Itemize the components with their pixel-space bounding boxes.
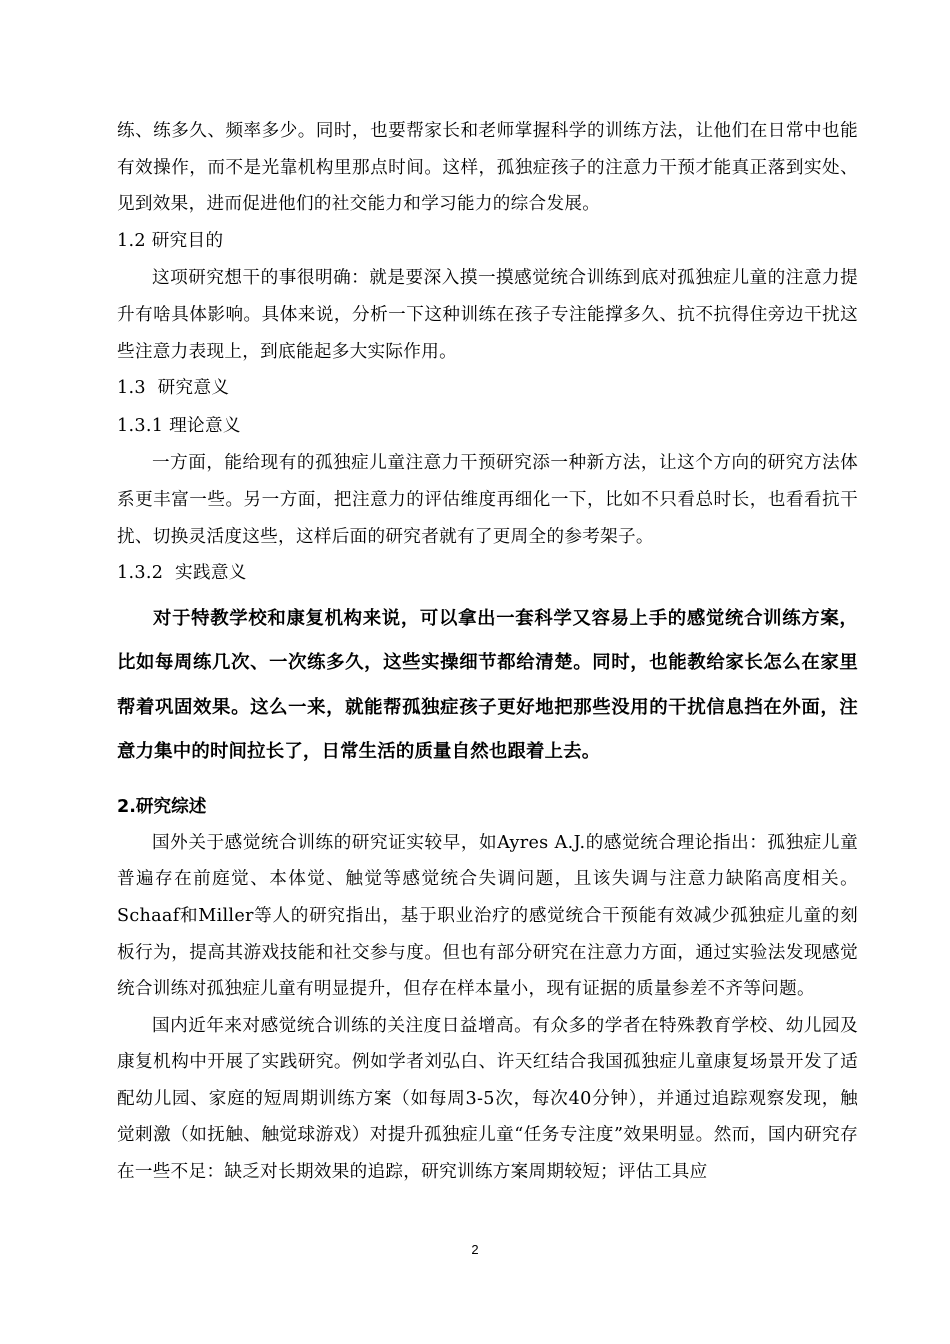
paragraph-theoretical-significance: 一方面，能给现有的孤独症儿童注意力干预研究添一种新方法，让这个方向的研究方法体系更丰富一些。另一方面，把注意力的评估维度再细化一下，比如不只看总时长，也看看抗干扰、切换灵活度这些，这样后面的研究者就有了更周全的参考架子。 (117, 453, 858, 547)
page-content (117, 113, 858, 1191)
paragraph-review-domestic: 国内近年来对感觉统合训练的关注度日益增高。有众多的学者在特殊教育学校、幼儿园及康复机构中开展了实践研究。例如学者刘弘白、许天红结合我国孤独症儿童康复场景开发了适配幼儿园、家庭的短周期训练方案（如每周3-5次，每次40分钟），并通过追踪观察发现，触觉刺激（如抚触、触觉球游戏）对提升孤独症儿童“任务专注度”效果明显。然而，国内研究存在一些不足：缺乏对长期效果的追踪，研究训练方案周期较短；评估工具应 (117, 1015, 858, 1183)
paragraph-review-foreign: 国外关于感觉统合训练的研究证实较早，如Ayres A.J.的感觉统合理论指出：孤独症儿童普遍存在前庭觉、本体觉、触觉等感觉统合失调问题，且该失调与注意力缺陷高度相关。Schaaf和Miller等人的研究指出，基于职业治疗的感觉统合干预能有效减少孤独症儿童的刻板行为，提高其游戏技能和社交参与度。但也有部分研究在注意力方面，通过实验法发现感觉统合训练对孤独症儿童有明显提升，但存在样本量小，现有证据的质量参差不齐等问题。 (117, 832, 858, 1000)
paragraph-practical-significance: 对于特教学校和康复机构来说，可以拿出一套科学又容易上手的感觉统合训练方案，比如每周练几次、一次练多久，这些实操细节都给清楚。同时，也能教给家长怎么在家里帮着巩固效果。这么一来，就能帮孤独症孩子更好地把那些没用的干扰信息挡在外面，注意力集中的时间拉长了，日常生活的质量自然也跟着上去。 (117, 607, 858, 763)
heading-1-3: 1.3 研究意义 (117, 378, 230, 399)
page-number: 2 (471, 1242, 479, 1257)
heading-1-3-2: 1.3.2 实践意义 (117, 563, 247, 584)
heading-2: 2.研究综述 (117, 796, 207, 817)
paragraph-research-purpose: 这项研究想干的事很明确：就是要深入摸一摸感觉统合训练到底对孤独症儿童的注意力提升有啥具体影响。具体来说，分析一下这种训练在孩子专注能撑多久、抗不抗得住旁边干扰这些注意力表现上，到底能起多大实际作用。 (117, 268, 858, 362)
paragraph-continued: 练、练多久、频率多少。同时，也要帮家长和老师掌握科学的训练方法，让他们在日常中也能有效操作，而不是光靠机构里那点时间。这样，孤独症孩子的注意力干预才能真正落到实处、见到效果，进而促进他们的社交能力和学习能力的综合发展。 (117, 121, 858, 215)
heading-1-2: 1.2 研究目的 (117, 230, 224, 251)
heading-1-3-1: 1.3.1 理论意义 (117, 415, 241, 436)
